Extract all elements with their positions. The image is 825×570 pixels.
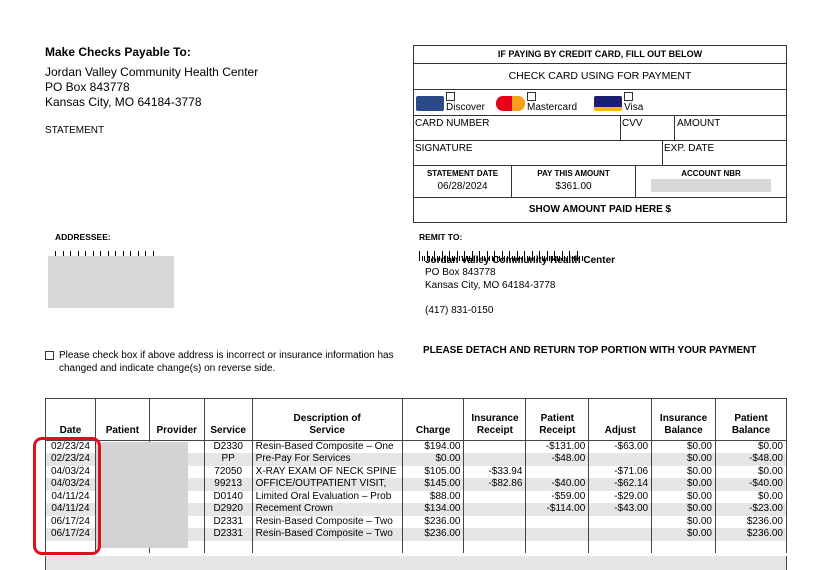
cell-date: 02/23/24 bbox=[46, 453, 96, 466]
card-option-discover[interactable] bbox=[416, 92, 496, 114]
cell-charge: $105.00 bbox=[402, 466, 464, 479]
table-bottom-band bbox=[45, 556, 787, 570]
col-service: Service bbox=[204, 399, 252, 441]
visa-checkbox[interactable] bbox=[624, 92, 633, 101]
account-cell bbox=[636, 166, 786, 197]
cell-patbalance: $0.00 bbox=[716, 466, 787, 479]
cell-patreceipt bbox=[526, 528, 589, 541]
cell-date: 04/11/24 bbox=[46, 491, 96, 504]
cell-date: 06/17/24 bbox=[46, 516, 96, 529]
remit-address1: PO Box 843778 bbox=[425, 267, 496, 278]
mastercard-checkbox[interactable] bbox=[527, 92, 536, 101]
description-text: X-RAY EXAM OF NECK SPINE bbox=[255, 465, 397, 477]
visa-label: Visa bbox=[624, 102, 644, 113]
description-text: Resin-Based Composite – Two bbox=[255, 515, 393, 527]
payable-name: Jordan Valley Community Health Center bbox=[45, 65, 259, 79]
cell-insbalance: $0.00 bbox=[652, 453, 716, 466]
cell-service: D2920 bbox=[204, 503, 252, 516]
payable-address1: PO Box 843778 bbox=[45, 80, 130, 94]
discover-logo-icon bbox=[416, 96, 444, 111]
cell-charge: $0.00 bbox=[402, 453, 464, 466]
cell-description bbox=[252, 441, 402, 454]
cell-adjust: -$71.06 bbox=[589, 466, 652, 479]
cell-service: 72050 bbox=[204, 466, 252, 479]
card-option-visa[interactable] bbox=[594, 92, 654, 114]
statement-label: STATEMENT bbox=[45, 125, 105, 136]
col-patient: Patient bbox=[95, 399, 149, 441]
address-change-text: Please check box if above address is incorrect or insurance information has changed and indicate change(s) on reverse side. bbox=[59, 350, 394, 374]
cell-charge: $236.00 bbox=[402, 516, 464, 529]
pay-amount-label: PAY THIS AMOUNT bbox=[537, 169, 610, 178]
cell-date: 04/03/24 bbox=[46, 478, 96, 491]
col-adjust: Adjust bbox=[589, 399, 652, 441]
cell-patbalance: -$40.00 bbox=[716, 478, 787, 491]
cell-date: 04/11/24 bbox=[46, 503, 96, 516]
cell-description bbox=[252, 453, 402, 466]
remit-phone: (417) 831-0150 bbox=[425, 305, 494, 316]
cvv-label: CVV bbox=[622, 118, 643, 129]
cell-date: 04/03/24 bbox=[46, 466, 96, 479]
cell-insbalance: $0.00 bbox=[652, 503, 716, 516]
description-text: Recement Crown bbox=[255, 503, 333, 515]
cc-title: IF PAYING BY CREDIT CARD, FILL OUT BELOW bbox=[414, 46, 786, 64]
cell-patbalance: -$48.00 bbox=[716, 453, 787, 466]
addressee-label: ADDRESSEE: bbox=[55, 232, 111, 242]
table-header bbox=[46, 399, 787, 441]
cell-patreceipt: -$48.00 bbox=[526, 453, 589, 466]
detach-instruction: PLEASE DETACH AND RETURN TOP PORTION WITH YOUR PAYMENT bbox=[423, 345, 757, 356]
description-text: Pre-Pay For Services bbox=[255, 453, 351, 465]
cell-adjust bbox=[589, 453, 652, 466]
statement-date-label: STATEMENT DATE bbox=[426, 169, 499, 178]
cell-date: 02/23/24 bbox=[46, 441, 96, 454]
empty-cell bbox=[402, 541, 464, 554]
empty-cell bbox=[252, 541, 402, 554]
cell-charge: $194.00 bbox=[402, 441, 464, 454]
empty-cell bbox=[204, 541, 252, 554]
col-description: Description of Service bbox=[252, 399, 402, 441]
col-provider: Provider bbox=[149, 399, 204, 441]
remit-name: Jordan Valley Community Health Center bbox=[425, 255, 616, 266]
card-number-row bbox=[414, 116, 786, 141]
col-date: Date bbox=[46, 399, 96, 441]
cell-insreceipt bbox=[464, 528, 526, 541]
mastercard-logo-icon bbox=[496, 96, 525, 111]
card-number-label: CARD NUMBER bbox=[415, 118, 490, 129]
remit-label: REMIT TO: bbox=[419, 232, 463, 242]
cell-insreceipt: -$33.94 bbox=[464, 466, 526, 479]
cell-service: PP bbox=[204, 453, 252, 466]
description-text: OFFICE/OUTPATIENT VISIT, bbox=[255, 478, 387, 490]
addressee-barcode bbox=[55, 243, 155, 253]
col-patient-receipt: Patient Receipt bbox=[526, 399, 589, 441]
card-options bbox=[414, 90, 786, 116]
cc-check-label: CHECK CARD USING FOR PAYMENT bbox=[414, 64, 786, 90]
empty-cell bbox=[716, 541, 787, 554]
cell-adjust bbox=[589, 528, 652, 541]
cell-charge: $236.00 bbox=[402, 528, 464, 541]
cell-adjust: -$43.00 bbox=[589, 503, 652, 516]
cell-adjust: -$29.00 bbox=[589, 491, 652, 504]
empty-cell bbox=[589, 541, 652, 554]
remit-barcode bbox=[419, 243, 584, 253]
cell-patbalance: $236.00 bbox=[716, 516, 787, 529]
cell-description bbox=[252, 478, 402, 491]
cell-insbalance: $0.00 bbox=[652, 441, 716, 454]
cell-service: 99213 bbox=[204, 478, 252, 491]
cell-service: D2331 bbox=[204, 516, 252, 529]
mastercard-label: Mastercard bbox=[527, 102, 578, 113]
description-text: Limited Oral Evaluation – Prob bbox=[255, 490, 392, 502]
empty-cell bbox=[652, 541, 716, 554]
cell-insreceipt bbox=[464, 453, 526, 466]
cell-insreceipt bbox=[464, 516, 526, 529]
empty-cell bbox=[526, 541, 589, 554]
cell-patreceipt bbox=[526, 516, 589, 529]
col-insurance-balance: Insurance Balance bbox=[652, 399, 716, 441]
addressee-redaction bbox=[48, 256, 174, 308]
discover-label: Discover bbox=[446, 102, 485, 113]
cell-patreceipt: -$131.00 bbox=[526, 441, 589, 454]
credit-card-box bbox=[413, 45, 787, 223]
discover-checkbox[interactable] bbox=[446, 92, 455, 101]
cell-date: 06/17/24 bbox=[46, 528, 96, 541]
date-highlight-box bbox=[33, 437, 101, 555]
cell-patreceipt: -$40.00 bbox=[526, 478, 589, 491]
col-insurance-receipt: Insurance Receipt bbox=[464, 399, 526, 441]
account-redaction bbox=[651, 179, 771, 192]
cell-patreceipt: -$114.00 bbox=[526, 503, 589, 516]
cell-insbalance: $0.00 bbox=[652, 528, 716, 541]
description-text: Resin-Based Composite – Two bbox=[255, 528, 393, 540]
cell-insreceipt bbox=[464, 503, 526, 516]
address-change-checkbox[interactable] bbox=[45, 351, 54, 360]
cell-insbalance: $0.00 bbox=[652, 466, 716, 479]
signature-label: SIGNATURE bbox=[415, 143, 473, 154]
cell-insbalance: $0.00 bbox=[652, 478, 716, 491]
exp-date-label: EXP. DATE bbox=[664, 143, 715, 154]
cell-service: D0140 bbox=[204, 491, 252, 504]
signature-row bbox=[414, 141, 786, 166]
cell-description bbox=[252, 516, 402, 529]
patient-redaction bbox=[96, 442, 188, 548]
cell-description bbox=[252, 528, 402, 541]
amount-label: AMOUNT bbox=[677, 118, 721, 129]
cell-insreceipt: -$82.86 bbox=[464, 478, 526, 491]
cell-adjust: -$62.14 bbox=[589, 478, 652, 491]
cell-insreceipt bbox=[464, 441, 526, 454]
description-text: Resin-Based Composite – One bbox=[255, 441, 394, 452]
cell-patreceipt bbox=[526, 466, 589, 479]
col-charge: Charge bbox=[402, 399, 464, 441]
cell-charge: $134.00 bbox=[402, 503, 464, 516]
col-patient-balance: Patient Balance bbox=[716, 399, 787, 441]
card-option-mastercard[interactable] bbox=[496, 92, 592, 114]
cell-insbalance: $0.00 bbox=[652, 516, 716, 529]
address-change-notice bbox=[45, 349, 405, 375]
account-label: ACCOUNT NBR bbox=[681, 169, 741, 178]
cell-description bbox=[252, 503, 402, 516]
remit-address2: Kansas City, MO 64184-3778 bbox=[425, 280, 556, 291]
cell-description bbox=[252, 491, 402, 504]
cell-insbalance: $0.00 bbox=[652, 491, 716, 504]
cell-adjust bbox=[589, 516, 652, 529]
statement-date-value: 06/28/2024 bbox=[437, 181, 488, 192]
cell-patbalance: $236.00 bbox=[716, 528, 787, 541]
cell-patreceipt: -$59.00 bbox=[526, 491, 589, 504]
show-amount-label: SHOW AMOUNT PAID HERE $ bbox=[528, 204, 672, 215]
cell-service: D2330 bbox=[204, 441, 252, 454]
empty-cell bbox=[464, 541, 526, 554]
cell-adjust: -$63.00 bbox=[589, 441, 652, 454]
statement-date-cell bbox=[414, 166, 511, 197]
payable-address2: Kansas City, MO 64184-3778 bbox=[45, 95, 202, 109]
cell-patbalance: $0.00 bbox=[716, 441, 787, 454]
cell-service: D2331 bbox=[204, 528, 252, 541]
cell-description bbox=[252, 466, 402, 479]
cell-patbalance: $0.00 bbox=[716, 491, 787, 504]
cell-charge: $88.00 bbox=[402, 491, 464, 504]
pay-amount-value: $361.00 bbox=[555, 181, 592, 192]
statement-info-row bbox=[414, 166, 786, 198]
cell-insreceipt bbox=[464, 491, 526, 504]
visa-logo-icon bbox=[594, 96, 622, 111]
pay-amount-cell bbox=[512, 166, 635, 197]
cell-patbalance: -$23.00 bbox=[716, 503, 787, 516]
payable-title: Make Checks Payable To: bbox=[45, 45, 191, 59]
cell-charge: $145.00 bbox=[402, 478, 464, 491]
